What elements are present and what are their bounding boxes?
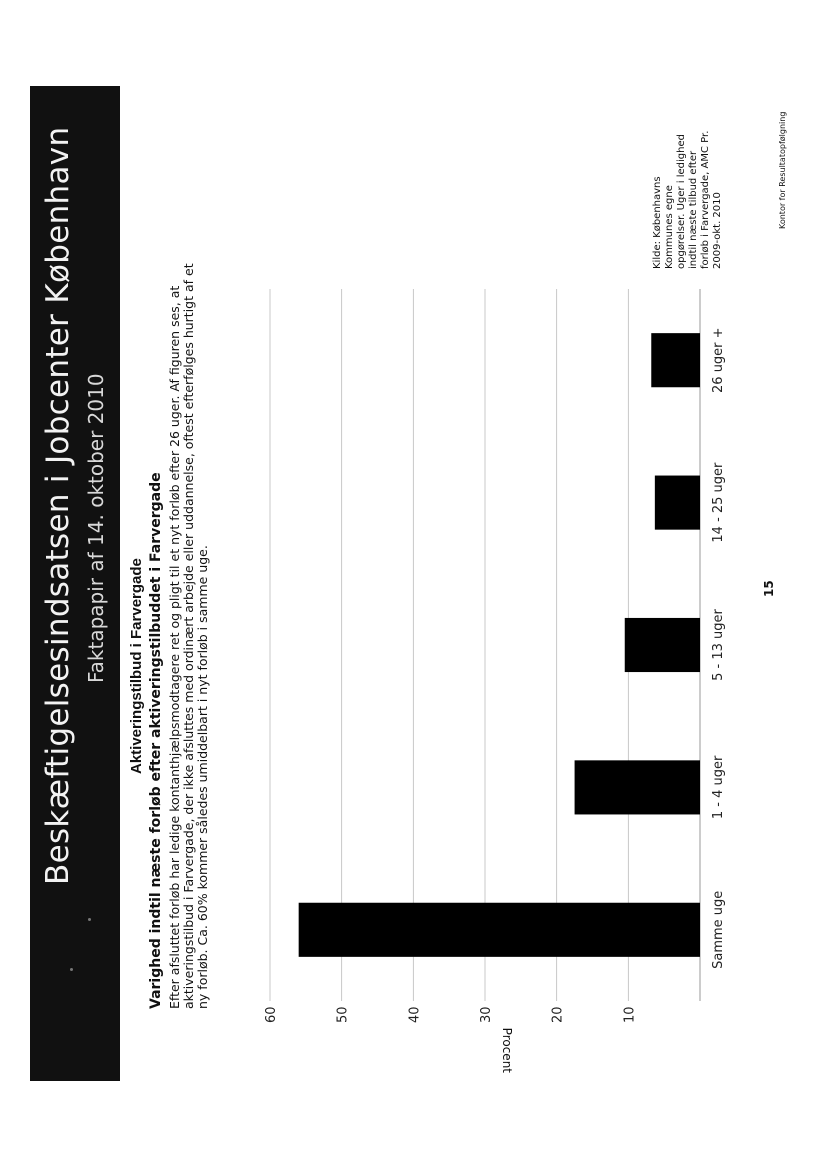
bar <box>575 760 700 814</box>
bars-group <box>299 333 700 957</box>
y-tick-label: 30 <box>479 1006 494 1023</box>
bar <box>655 476 700 530</box>
y-tick-label: 40 <box>407 1006 423 1023</box>
y-axis-label: Procent <box>500 1027 514 1073</box>
body-paragraph: Efter afsluttet forløb har ledige kontanthjælpsmodtagere ret og pligt til et nyt forløb efter 26 uger. Af figuren ses, at aktiveringstilbud i Farvergade, der ikke afsluttes med ordinært arbejde eller uddannelse, oftest efterfølges hurtigt af et ny forløb. Ca. 60% kommer således umiddelbart i nyt forløb i samme uge. <box>167 263 210 1009</box>
bar <box>299 903 700 957</box>
bar <box>625 618 700 672</box>
section-title: Aktiveringstilbud i Farvergade <box>128 558 145 774</box>
y-tick-label: 10 <box>622 1006 638 1023</box>
y-tick-label: 50 <box>335 1006 351 1023</box>
banner-subtitle: Faktapapir af 14. oktober 2010 <box>84 373 108 683</box>
y-ticks <box>264 1006 637 1023</box>
category-label: Samme uge <box>711 890 726 969</box>
chart-heading: Varighed indtil næste forløb efter aktiveringstilbuddet i Farvergade <box>148 472 164 1009</box>
category-label: 1 - 4 uger <box>711 755 726 820</box>
y-tick-label: 20 <box>550 1006 566 1023</box>
source-note: Kilde: Københavns Kommunes egne opgørelser. Uger i ledighed indtil næste tilbud efter forløb i Farvergade, AMC Pr. 2009-okt. 2010 <box>652 130 723 269</box>
y-tick-label: 60 <box>264 1006 279 1023</box>
banner-title: Beskæftigelsesindsatsen i Jobcenter København <box>40 126 76 885</box>
category-label: 26 uger + <box>711 327 726 393</box>
category-label: 5 - 13 uger <box>711 609 726 681</box>
category-labels <box>711 327 726 968</box>
page-number: 15 <box>762 580 776 597</box>
footer-office: Kontor for Resultatopfølgning <box>778 111 787 229</box>
category-label: 14 - 25 uger <box>711 462 726 543</box>
bar <box>651 333 700 387</box>
